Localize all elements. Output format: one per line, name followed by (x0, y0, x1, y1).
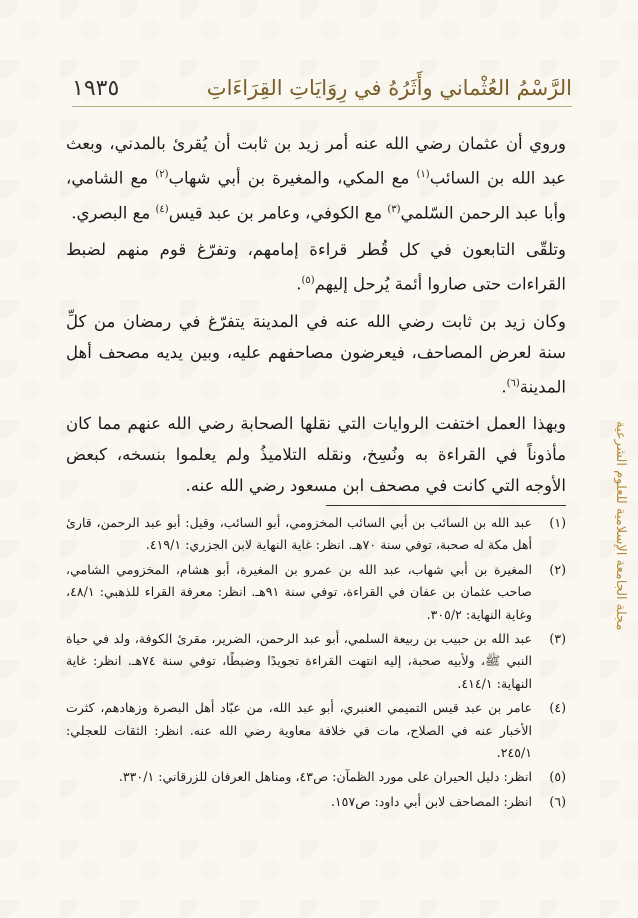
footnote-text: انظر: المصاحف لابن أبي داود: ص١٥٧. (330, 793, 532, 809)
text-run: مع الشامي، وأبا عبد الرحمن السّلمي (66, 168, 566, 222)
text-run: . (501, 377, 507, 396)
running-title: الرَّسْمُ العُثْماني وأَثَرُهُ في رِوَايَاتِ القِرَاءَاتِ (206, 76, 572, 100)
footnote (66, 559, 566, 626)
footnote-ref-3[interactable]: (٣) (387, 203, 401, 215)
footnote-text: المغيرة بن أبي شهاب، عبد الله بن عمرو بن المغيرة، أبو هشام، المخزومي الشامي، صاحب عثمان بن عفان في القراءة، توفي سنة ٩١هـ. انظر: معرفة القراء للذهبي: ٤٨/١، وغاية النهاية: ٣٠٥/٢. (66, 561, 532, 622)
footnote-number: (١) (549, 515, 566, 530)
footnote-ref-6[interactable]: (٦) (506, 377, 520, 389)
footnote-ref-4[interactable]: (٤) (155, 203, 169, 215)
footnotes (66, 512, 566, 815)
footnote (66, 628, 566, 695)
footnote (66, 791, 566, 813)
footnote-ref-2[interactable]: (٢) (155, 169, 169, 180)
paragraph: وبهذا العمل اختفت الروايات التي نقلها الصحابة رضي الله عنهم مما كان مأذوناً في القراءة به ونُسِخ، ونقله التلاميذُ ولم يعلموا بنسخه، كبعض الأوجه التي كانت في مصحف ابن مسعود رضي الله عنه. (66, 414, 566, 495)
page-header (72, 70, 572, 107)
footnote-text: عبد الله بن السائب بن أبي السائب المخزومي، أبو السائب، وقيل: أبو عبد الرحمن، قارئ أهل مكة له صحبة، توفي سنة ٧٠هـ. انظر: غاية النهاية لابن الجزري: ٤١٩/١. (66, 515, 532, 553)
page-number: ١٩٣٥ (72, 75, 120, 101)
text-run: وتلقّى التابعون في كل قُطر قراءة إمامهم، وتفرّغ قوم منهم لضبط القراءات حتى صاروا أئمة يُرحل إليهم (66, 240, 566, 294)
footnote-number: (٥) (549, 769, 566, 785)
paragraph (66, 128, 566, 228)
footnote-number: (٣) (549, 631, 566, 647)
footnote-text: انظر: دليل الحيران على مورد الظمآن: ص٤٣، ومناهل العرفان للزرقاني: ٣٣٠/١. (118, 769, 532, 785)
paragraph (66, 306, 566, 403)
paragraph (66, 234, 566, 300)
footnote-text: عامر بن عبد قيس التميمي العنبري، أبو عبد الله، من عبّاد أهل البصرة وزهادهم، كثرت الأخبار عنه في الصلاح، مات في خلافة معاوية رضي الله عنه. انظر: الثقات للعجلي: ٢٤٥/١. (66, 700, 532, 761)
text-run: وروي أن عثمان رضي الله عنه أمر زيد بن ثابت أن يُقرئ بالمدني، وبعث عبد الله بن السائب (66, 134, 567, 188)
footnote-text: عبد الله بن حبيب بن ربيعة السلمي، أبو عبد الرحمن، الضرير، مقرئ الكوفة، ولد في حياة النبي ﷺ، ولأبيه صحبة، إليه انتهت القراءة تجويدًا وضبطًا، توفي سنة ٧٤هـ. انظر: غاية النهاية: ٤١٤/١. (66, 631, 532, 691)
footnote-number: (٤) (549, 700, 566, 716)
footnote (66, 766, 566, 788)
text-run: وكان زيد بن ثابت رضي الله عنه في المدينة يتفرّغ في رمضان من كلِّ سنة لعرض المصاحف، فيعرضون مصاحفهم عليه، وبين يديه مصحف أهل المدينة (66, 311, 566, 396)
text-run: . (296, 274, 302, 294)
text-run: مع المكي، والمغيرة بن أبي شهاب (168, 168, 417, 188)
footnote-number: (٢) (549, 561, 566, 577)
footnote-separator (326, 505, 566, 506)
footnote-number: (٦) (549, 793, 566, 809)
main-text (66, 128, 566, 507)
footnote-ref-1[interactable]: (١) (416, 169, 430, 180)
footnote (66, 512, 566, 557)
text-run: مع البصري. (71, 203, 156, 222)
footnote (66, 697, 566, 764)
journal-side-title: مجلة الجامعة الإسلامية للعلوم الشرعية (613, 420, 628, 630)
footnote-ref-5[interactable]: (٥) (301, 275, 315, 286)
text-run: مع الكوفي، وعامر بن عبد قيس (168, 203, 388, 222)
